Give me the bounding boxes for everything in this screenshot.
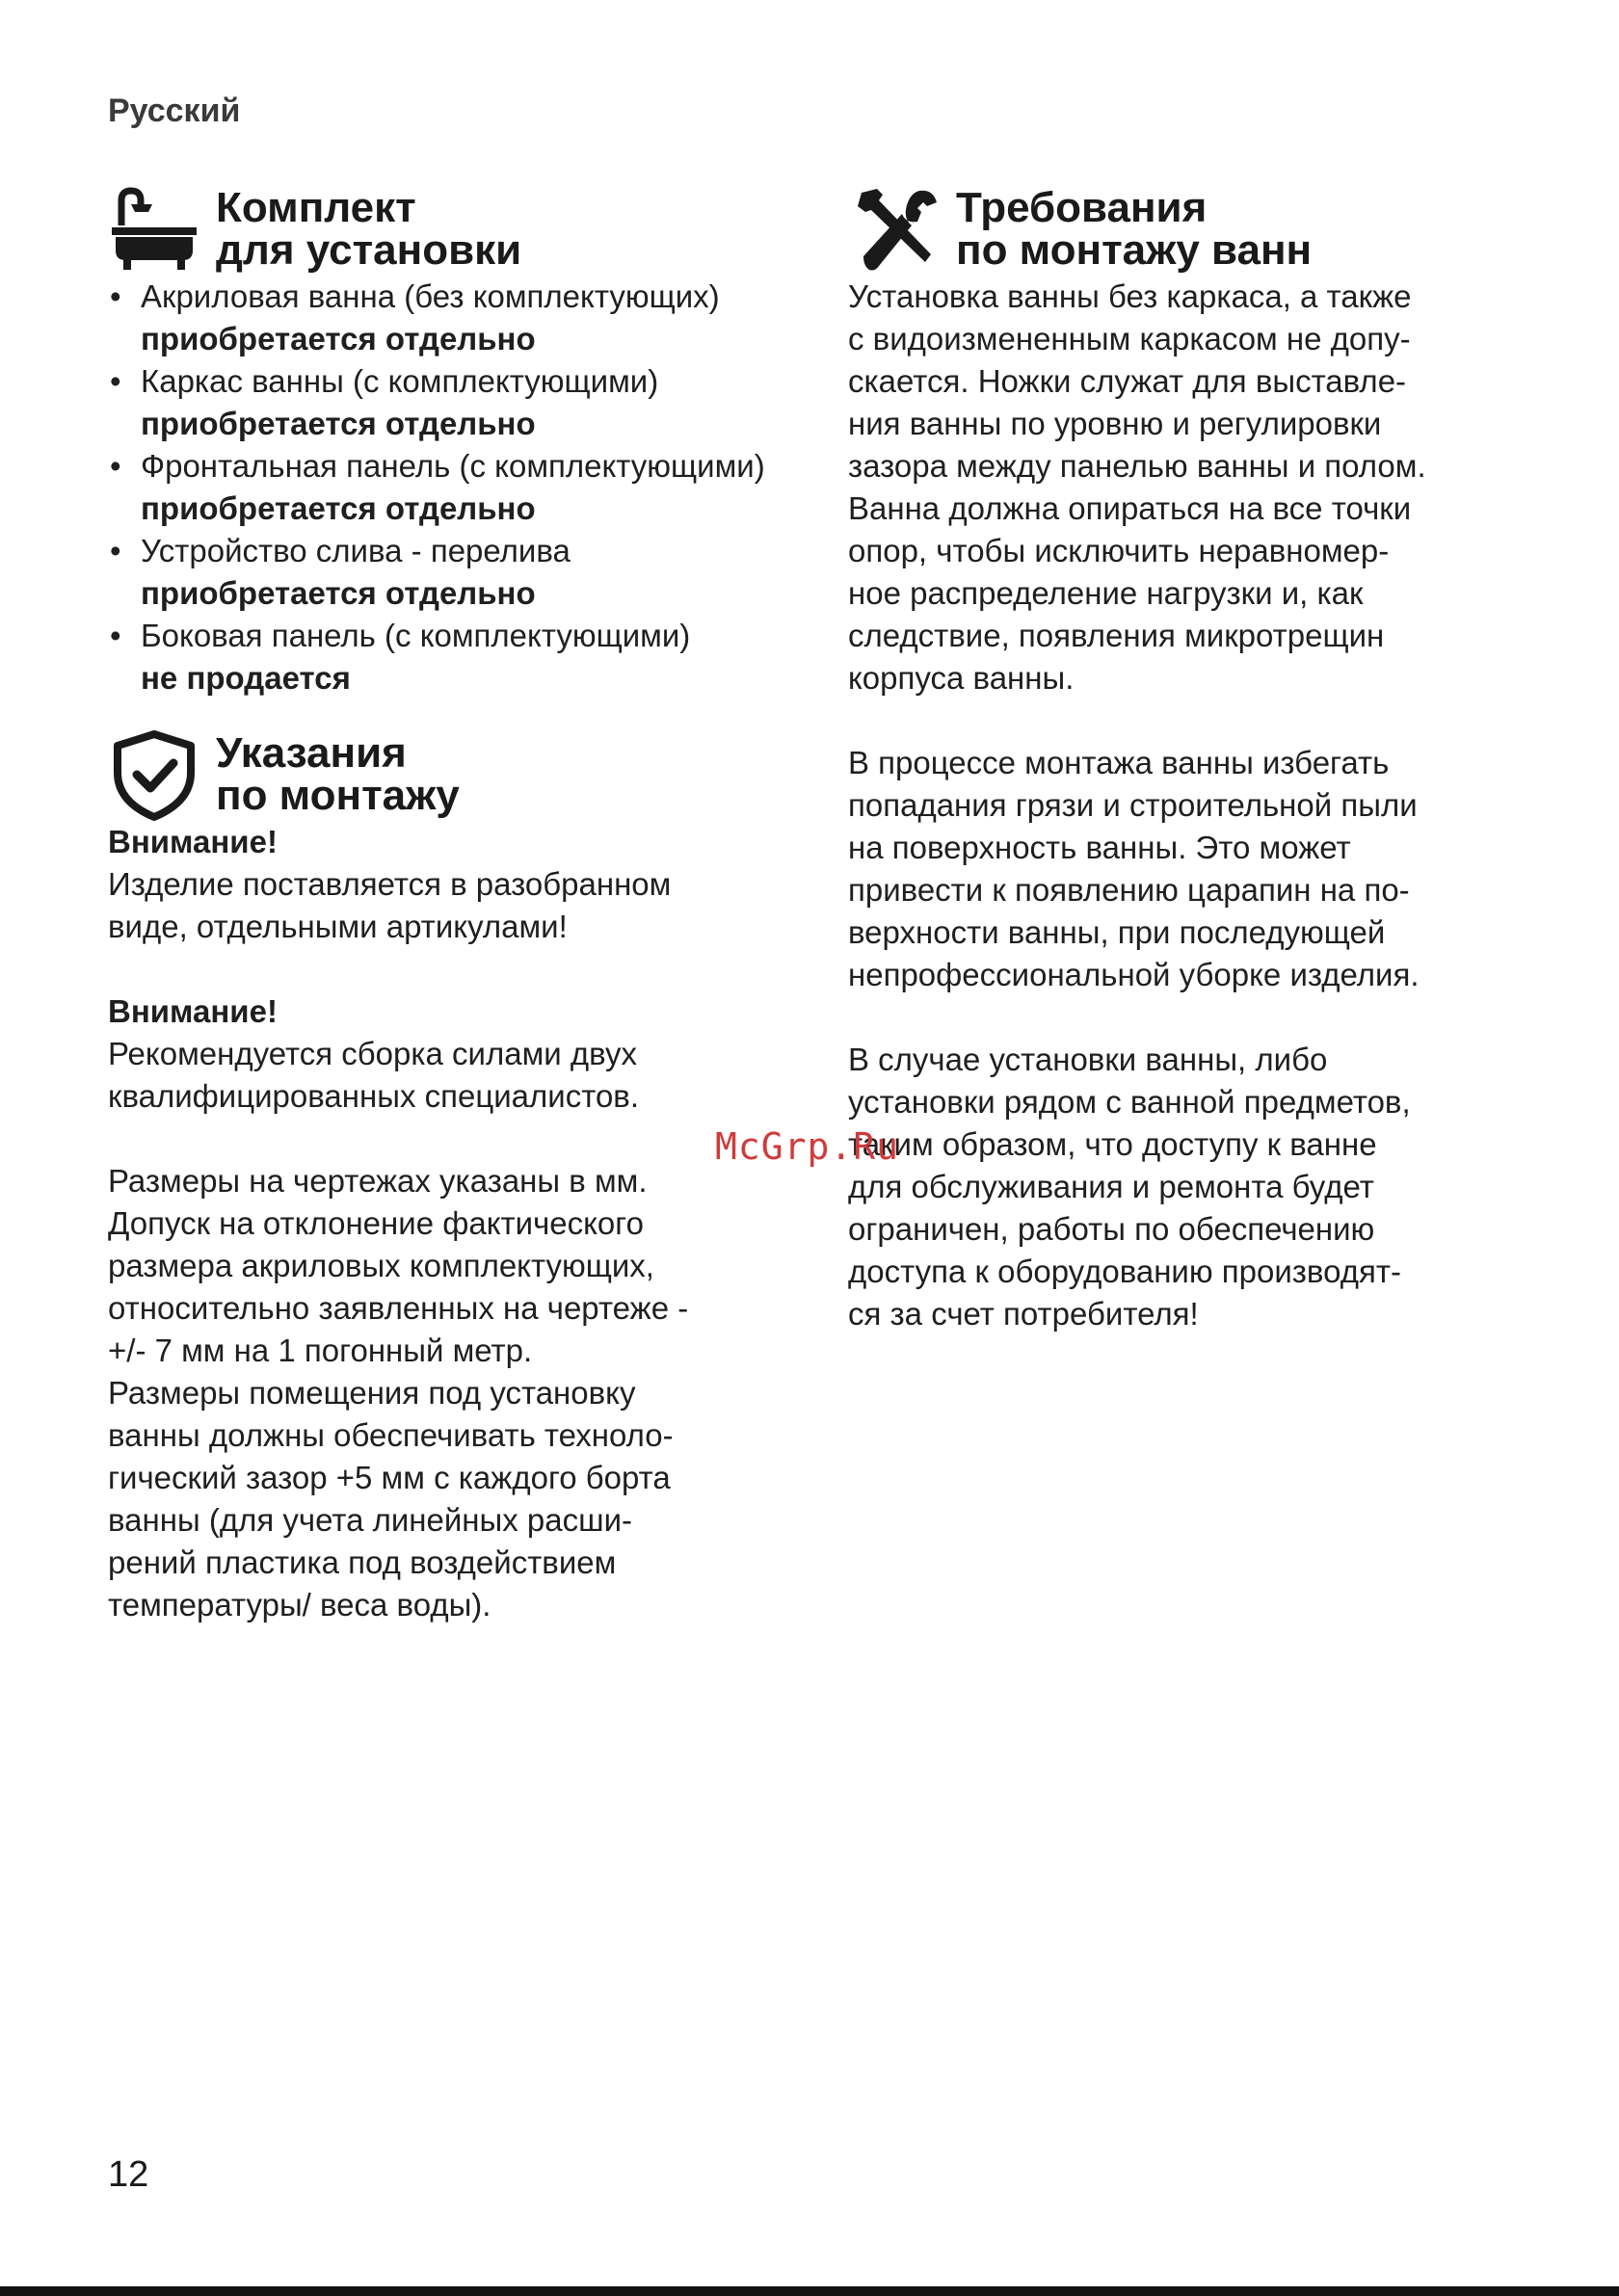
text-line: В процессе монтажа ванны избегать <box>848 745 1390 780</box>
language-label: Русский <box>108 92 241 129</box>
text-line: Ванна должна опираться на все точки <box>848 490 1412 526</box>
text-line: скается. Ножки служат для выставле- <box>848 363 1407 399</box>
text-line: В случае установки ванны, либо <box>848 1042 1328 1077</box>
text-line: зазора между панелью ванны и полом. <box>848 448 1426 484</box>
text-line: ограничен, работы по обеспечению <box>848 1211 1375 1247</box>
instructions-body <box>108 821 783 1626</box>
text-line: Допуск на отклонение фактического <box>108 1205 644 1241</box>
text-line: непрофессиональной уборке изделия. <box>848 957 1420 992</box>
kit-title: Комплект для установки <box>216 184 522 274</box>
shield-check-icon <box>108 728 200 821</box>
left-column <box>108 183 783 1626</box>
right-column <box>848 183 1523 1335</box>
text-line: привести к появлению царапин на по- <box>848 872 1410 908</box>
kit-heading <box>108 183 783 276</box>
text-line: верхности ванны, при последующей <box>848 914 1386 950</box>
instructions-heading <box>108 728 783 821</box>
list-item: • Акриловая ванна (без комплектующих) приобретается отдельно <box>108 276 783 360</box>
text-line: для обслуживания и ремонта будет <box>848 1169 1374 1204</box>
warning-label: Внимание! <box>108 993 278 1029</box>
text-line: с видоизмененным каркасом не допу- <box>848 321 1411 356</box>
text-line: установки рядом с ванной предметов, <box>848 1084 1411 1120</box>
text-line: рений пластика под воздействием <box>108 1544 617 1580</box>
text-line: гический зазор +5 мм с каждого борта <box>108 1460 671 1495</box>
text-line: доступа к оборудованию производят- <box>848 1254 1401 1289</box>
text-line: опор, чтобы исключить неравномер- <box>848 533 1390 568</box>
text-line: ся за счет потребителя! <box>848 1296 1199 1332</box>
text-line: квалифицированных специалистов. <box>108 1078 640 1114</box>
text-line: на поверхность ванны. Это может <box>848 830 1351 865</box>
text-line: +/- 7 мм на 1 погонный метр. <box>108 1333 533 1368</box>
text-line: Установка ванны без каркаса, а также <box>848 278 1412 314</box>
text-line: корпуса ванны. <box>848 660 1075 696</box>
requirements-title: Требования по монтажу ванн <box>956 184 1313 274</box>
text-line: виде, отдельными артикулами! <box>108 909 568 944</box>
warning-label: Внимание! <box>108 824 278 859</box>
list-item: • Каркас ванны (с комплектующими) приобретается отдельно <box>108 360 783 445</box>
wrench-screwdriver-icon <box>848 183 941 276</box>
text-line: следствие, появления микротрещин <box>848 618 1385 653</box>
text-line: Изделие поставляется в разобранном <box>108 866 672 902</box>
list-item: • Устройство слива - перелива приобретается отдельно <box>108 530 783 615</box>
text-line: ванны должны обеспечивать техноло- <box>108 1417 674 1453</box>
instructions-title: Указания по монтажу <box>216 729 460 819</box>
requirements-body <box>848 276 1523 1335</box>
text-line: Рекомендуется сборка силами двух <box>108 1036 637 1071</box>
bottom-rule <box>0 2286 1619 2296</box>
text-line: температуры/ веса воды). <box>108 1587 491 1623</box>
kit-list <box>108 276 783 699</box>
watermark: McGrp.Ru <box>715 1125 900 1168</box>
text-line: ванны (для учета линейных расши- <box>108 1502 633 1538</box>
list-item: • Боковая панель (с комплектующими) не продается <box>108 615 783 699</box>
text-line: размера акриловых комплектующих, <box>108 1248 654 1283</box>
text-line: относительно заявленных на чертеже - <box>108 1290 689 1326</box>
page-number: 12 <box>108 2154 149 2195</box>
text-line: попадания грязи и строительной пыли <box>848 787 1418 823</box>
text-line: Размеры на чертежах указаны в мм. <box>108 1163 648 1199</box>
list-item: • Фронтальная панель (с комплектующими) приобретается отдельно <box>108 445 783 530</box>
text-line: ния ванны по уровню и регулировки <box>848 406 1382 441</box>
requirements-heading <box>848 183 1523 276</box>
text-line: ное распределение нагрузки и, как <box>848 575 1364 611</box>
text-line: Размеры помещения под установку <box>108 1375 636 1411</box>
bathtub-shower-icon <box>108 183 200 276</box>
text-line: таким образом, что доступу к ванне <box>848 1126 1377 1162</box>
